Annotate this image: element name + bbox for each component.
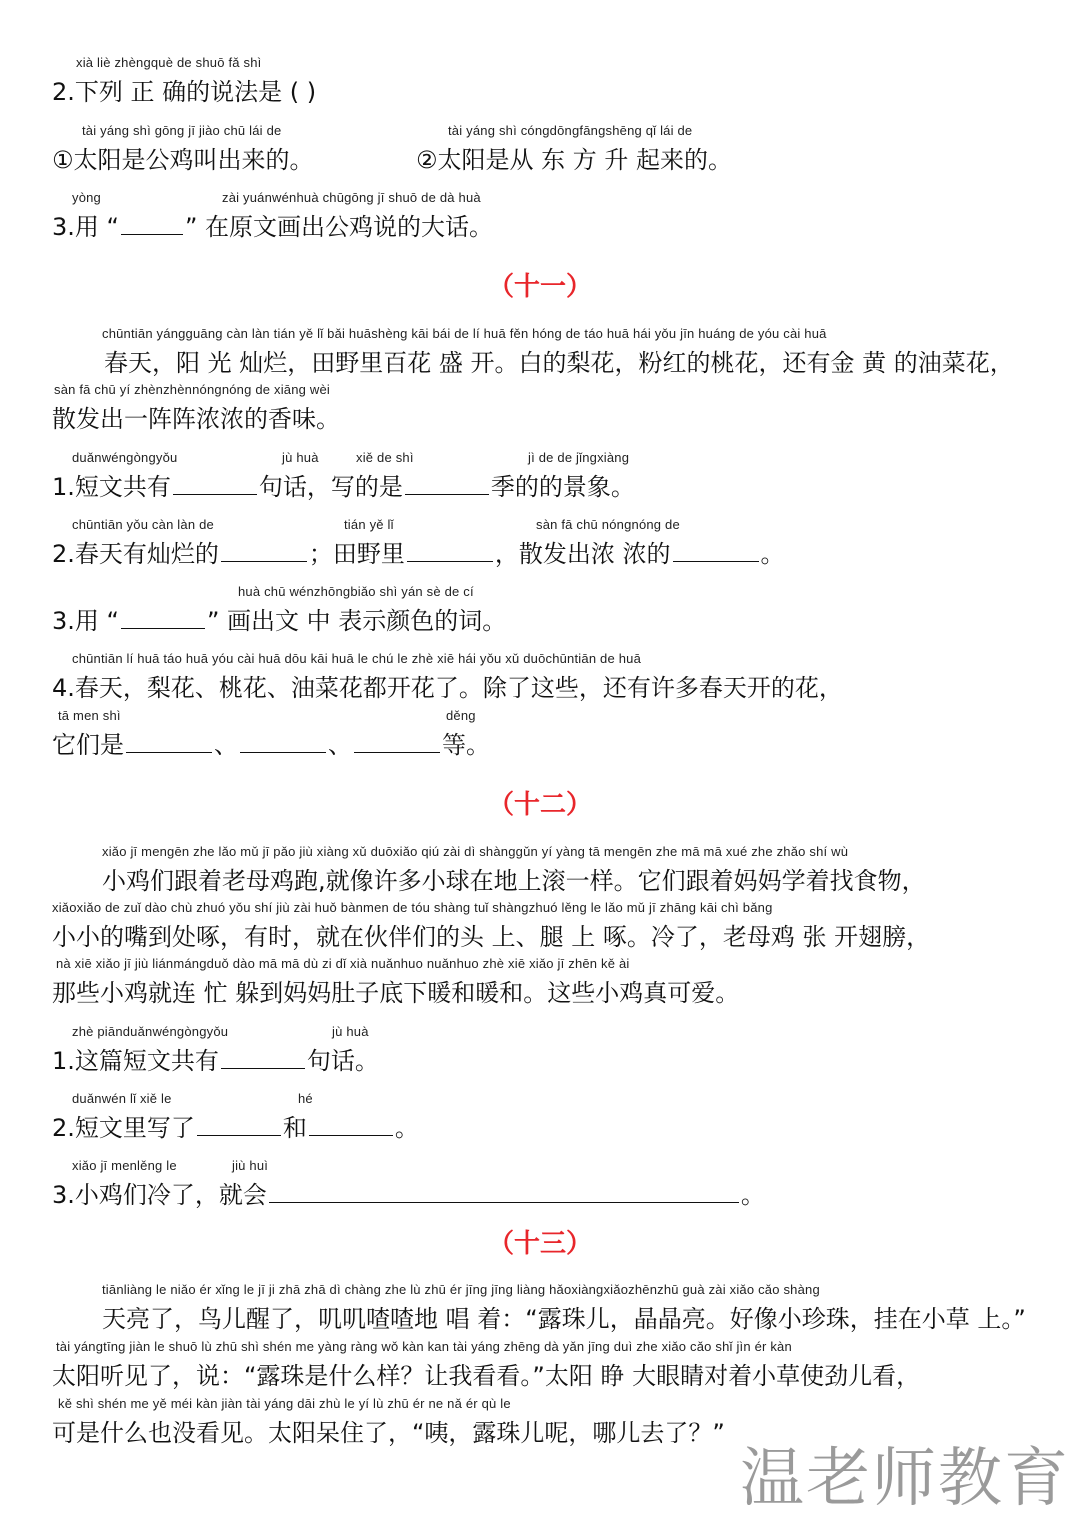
separator: 、 [328, 731, 352, 759]
question-text: 2.春天有灿烂的 [52, 540, 219, 568]
passage-line: 小小的嘴到处啄，有时，就在伙伴们的头 上、腿 上 啄。冷了，老母鸡 张 开翅膀， [52, 923, 931, 951]
pinyin-line: duǎnwén lǐ xiě le [72, 1091, 172, 1106]
pinyin-line: chūntiān lí huā táo huā yóu cài huā dōu kāi huā le chú le zhè xiē hái yǒu xǔ duōchūntiān de huā [72, 651, 642, 666]
question-text: 它们是 [52, 731, 124, 759]
pinyin-line: tài yángtīng jiàn le shuō lù zhū shì shén me yàng ràng wǒ kàn kan tài yáng zhēng dà yǎn jīng duì zhe xiǎo cǎo shǐ jìn ér kàn [56, 1339, 792, 1354]
question-1 [52, 467, 635, 502]
pinyin-line: xiǎoxiǎo de zuǐ dào chù zhuó yǒu shí jiù zài huǒ bànmen de tóu shàng tuǐ shàngzhuó lěng le lǎo mǔ jī zhāng kāi chì bǎng [52, 900, 773, 915]
pinyin-line: xiǎo jī mengēn zhe lǎo mǔ jī pǎo jiù xiàng xǔ duōxiǎo qiú zài dì shànggǔn yí yàng tā mengēn zhe mā mā xué zhe zhǎo shí wù [102, 844, 849, 859]
question-1 [52, 1041, 379, 1076]
question-text: 2.短文里写了 [52, 1114, 195, 1142]
answer-blank[interactable] [221, 1046, 305, 1069]
answer-blank[interactable] [354, 730, 440, 753]
answer-blank[interactable] [121, 606, 205, 629]
question-3 [52, 601, 506, 636]
question-3 [52, 207, 493, 242]
passage-line: 小鸡们跟着老母鸡跑,就像许多小球在地上滚一样。它们跟着妈妈学着找食物， [102, 867, 926, 895]
pinyin-line: yòng [72, 190, 101, 205]
question-text: 1.短文共有 [52, 473, 171, 501]
question-text: 3.用 “ [52, 607, 119, 635]
question-text: 句话。 [306, 1047, 379, 1075]
pinyin-line: jì de de jǐngxiàng [528, 450, 630, 465]
question-text: 。 [760, 540, 785, 568]
question-2 [52, 534, 785, 569]
passage-line: 太阳听见了，说：“露珠是什么样？让我看看。”太阳 睁 大眼睛对着小草使劲儿看， [52, 1362, 921, 1390]
pinyin-line: chūntiān yángguāng càn làn tián yě lǐ bǎi huāshèng kāi bái de lí huā fěn hóng de táo huā hái yǒu jīn huáng de yóu cài huā [102, 326, 827, 341]
pinyin-line: tài yáng shì gōng jī jiào chū lái de [82, 123, 282, 138]
pinyin-line: sàn fā chū yí zhènzhènnóngnóng de xiāng wèi [54, 382, 331, 397]
question-text: 和 [282, 1114, 307, 1142]
answer-blank[interactable] [221, 539, 307, 562]
question-3 [52, 1175, 765, 1210]
question-2 [52, 1108, 419, 1143]
pinyin-line: chūntiān yǒu càn làn de [72, 517, 214, 532]
pinyin-line: zài yuánwénhuà chūgōng jī shuō de dà huà [222, 190, 481, 205]
answer-blank[interactable] [121, 212, 183, 235]
passage-line: 散发出一阵阵浓浓的香味。 [52, 405, 340, 433]
section-title-12: （十二） [487, 790, 592, 820]
question-text: 1.这篇短文共有 [52, 1047, 219, 1075]
answer-blank[interactable] [309, 1113, 393, 1136]
pinyin-line: xiǎo jī menlěng le [72, 1158, 177, 1173]
pinyin-line: tài yáng shì cóngdōngfāngshēng qǐ lái de [448, 123, 693, 138]
question-text: 季的的景象。 [490, 473, 635, 501]
question-text: 3.小鸡们冷了，就会 [52, 1181, 267, 1209]
pinyin-line: sàn fā chū nóngnóng de [536, 517, 680, 532]
answer-blank[interactable] [173, 472, 257, 495]
answer-blank[interactable] [126, 730, 212, 753]
pinyin-line: tiānliàng le niǎo ér xǐng le jī ji zhā zhā dì chàng zhe lù zhū ér jīng jīng liàng hǎoxiàngxiǎozhēnzhū guà zài xiǎo cǎo shàng [102, 1282, 820, 1297]
question-text: 3.用 “ [52, 213, 119, 241]
question-text: 句话，写的是 [258, 473, 403, 501]
answer-blank[interactable] [405, 472, 489, 495]
pinyin-line: jù huà [282, 450, 319, 465]
answer-blank[interactable] [407, 539, 493, 562]
question-4: 4.春天，梨花、桃花、油菜花都开花了。除了这些，还有许多春天开的花， [52, 674, 843, 702]
section-title-11: （十一） [487, 272, 592, 302]
pinyin-line: jiù huì [232, 1158, 269, 1173]
pinyin-line: hé [298, 1091, 313, 1106]
answer-blank[interactable] [673, 539, 759, 562]
pinyin-line: huà chū wénzhōngbiǎo shì yán sè de cí [238, 584, 474, 599]
passage-line: 那些小鸡就连 忙 躲到妈妈肚子底下暖和暖和。这些小鸡真可爱。 [52, 979, 740, 1007]
option-2: ②太阳是从 东 方 升 起来的。 [416, 146, 733, 174]
pinyin-line: tián yě lǐ [344, 517, 394, 532]
question-text: ” 画出文 中 表示颜色的词。 [206, 607, 507, 635]
question-text: 。 [394, 1114, 419, 1142]
pinyin-line: zhè piānduǎnwéngòngyǒu [72, 1024, 229, 1039]
answer-blank[interactable] [197, 1113, 281, 1136]
question-text: ” 在原文画出公鸡说的大话。 [184, 213, 494, 241]
pinyin-line: kě shì shén me yě méi kàn jiàn tài yáng dāi zhù le yí lù zhū ér ne nǎ ér qù le [58, 1396, 511, 1411]
option-1: ①太阳是公鸡叫出来的。 [52, 146, 314, 174]
question-text: 。 [740, 1181, 765, 1209]
question-text: 等。 [442, 731, 490, 759]
passage-line: 可是什么也没看见。太阳呆住了，“咦，露珠儿呢，哪儿去了？” [52, 1419, 725, 1447]
question-text: ；田野里 [308, 540, 405, 568]
answer-blank[interactable] [269, 1180, 739, 1203]
watermark-text: 温老师教育 [740, 1442, 1070, 1516]
answer-blank[interactable] [240, 730, 326, 753]
pinyin-line: jù huà [332, 1024, 369, 1039]
pinyin-line: tā men shì [58, 708, 121, 723]
pinyin-line: duǎnwéngòngyǒu [72, 450, 178, 465]
pinyin-line: xiě de shì [356, 450, 414, 465]
pinyin-line: nà xiē xiǎo jī jiù liánmángduǒ dào mā mā dù zi dǐ xià nuǎnhuo nuǎnhuo zhè xiē xiǎo jī zhēn kě ài [56, 956, 630, 971]
question-4-continued [52, 725, 490, 760]
question-text: ，散发出浓 浓的 [494, 540, 671, 568]
pinyin-line: xià liè zhèngquè de shuō fǎ shì [76, 55, 262, 70]
passage-line: 春天，阳 光 灿烂，田野里百花 盛 开。白的梨花，粉红的桃花，还有金 黄 的油菜花， [104, 349, 1014, 377]
pinyin-line: děng [446, 708, 476, 723]
section-title-13: （十三） [487, 1229, 592, 1259]
passage-line: 天亮了，鸟儿醒了，叽叽喳喳地 唱 着：“露珠儿，晶晶亮。好像小珍珠，挂在小草 上。” [102, 1305, 1026, 1333]
separator: 、 [214, 731, 238, 759]
question-2: 2.下列 正 确的说法是 ( ) [52, 78, 317, 106]
